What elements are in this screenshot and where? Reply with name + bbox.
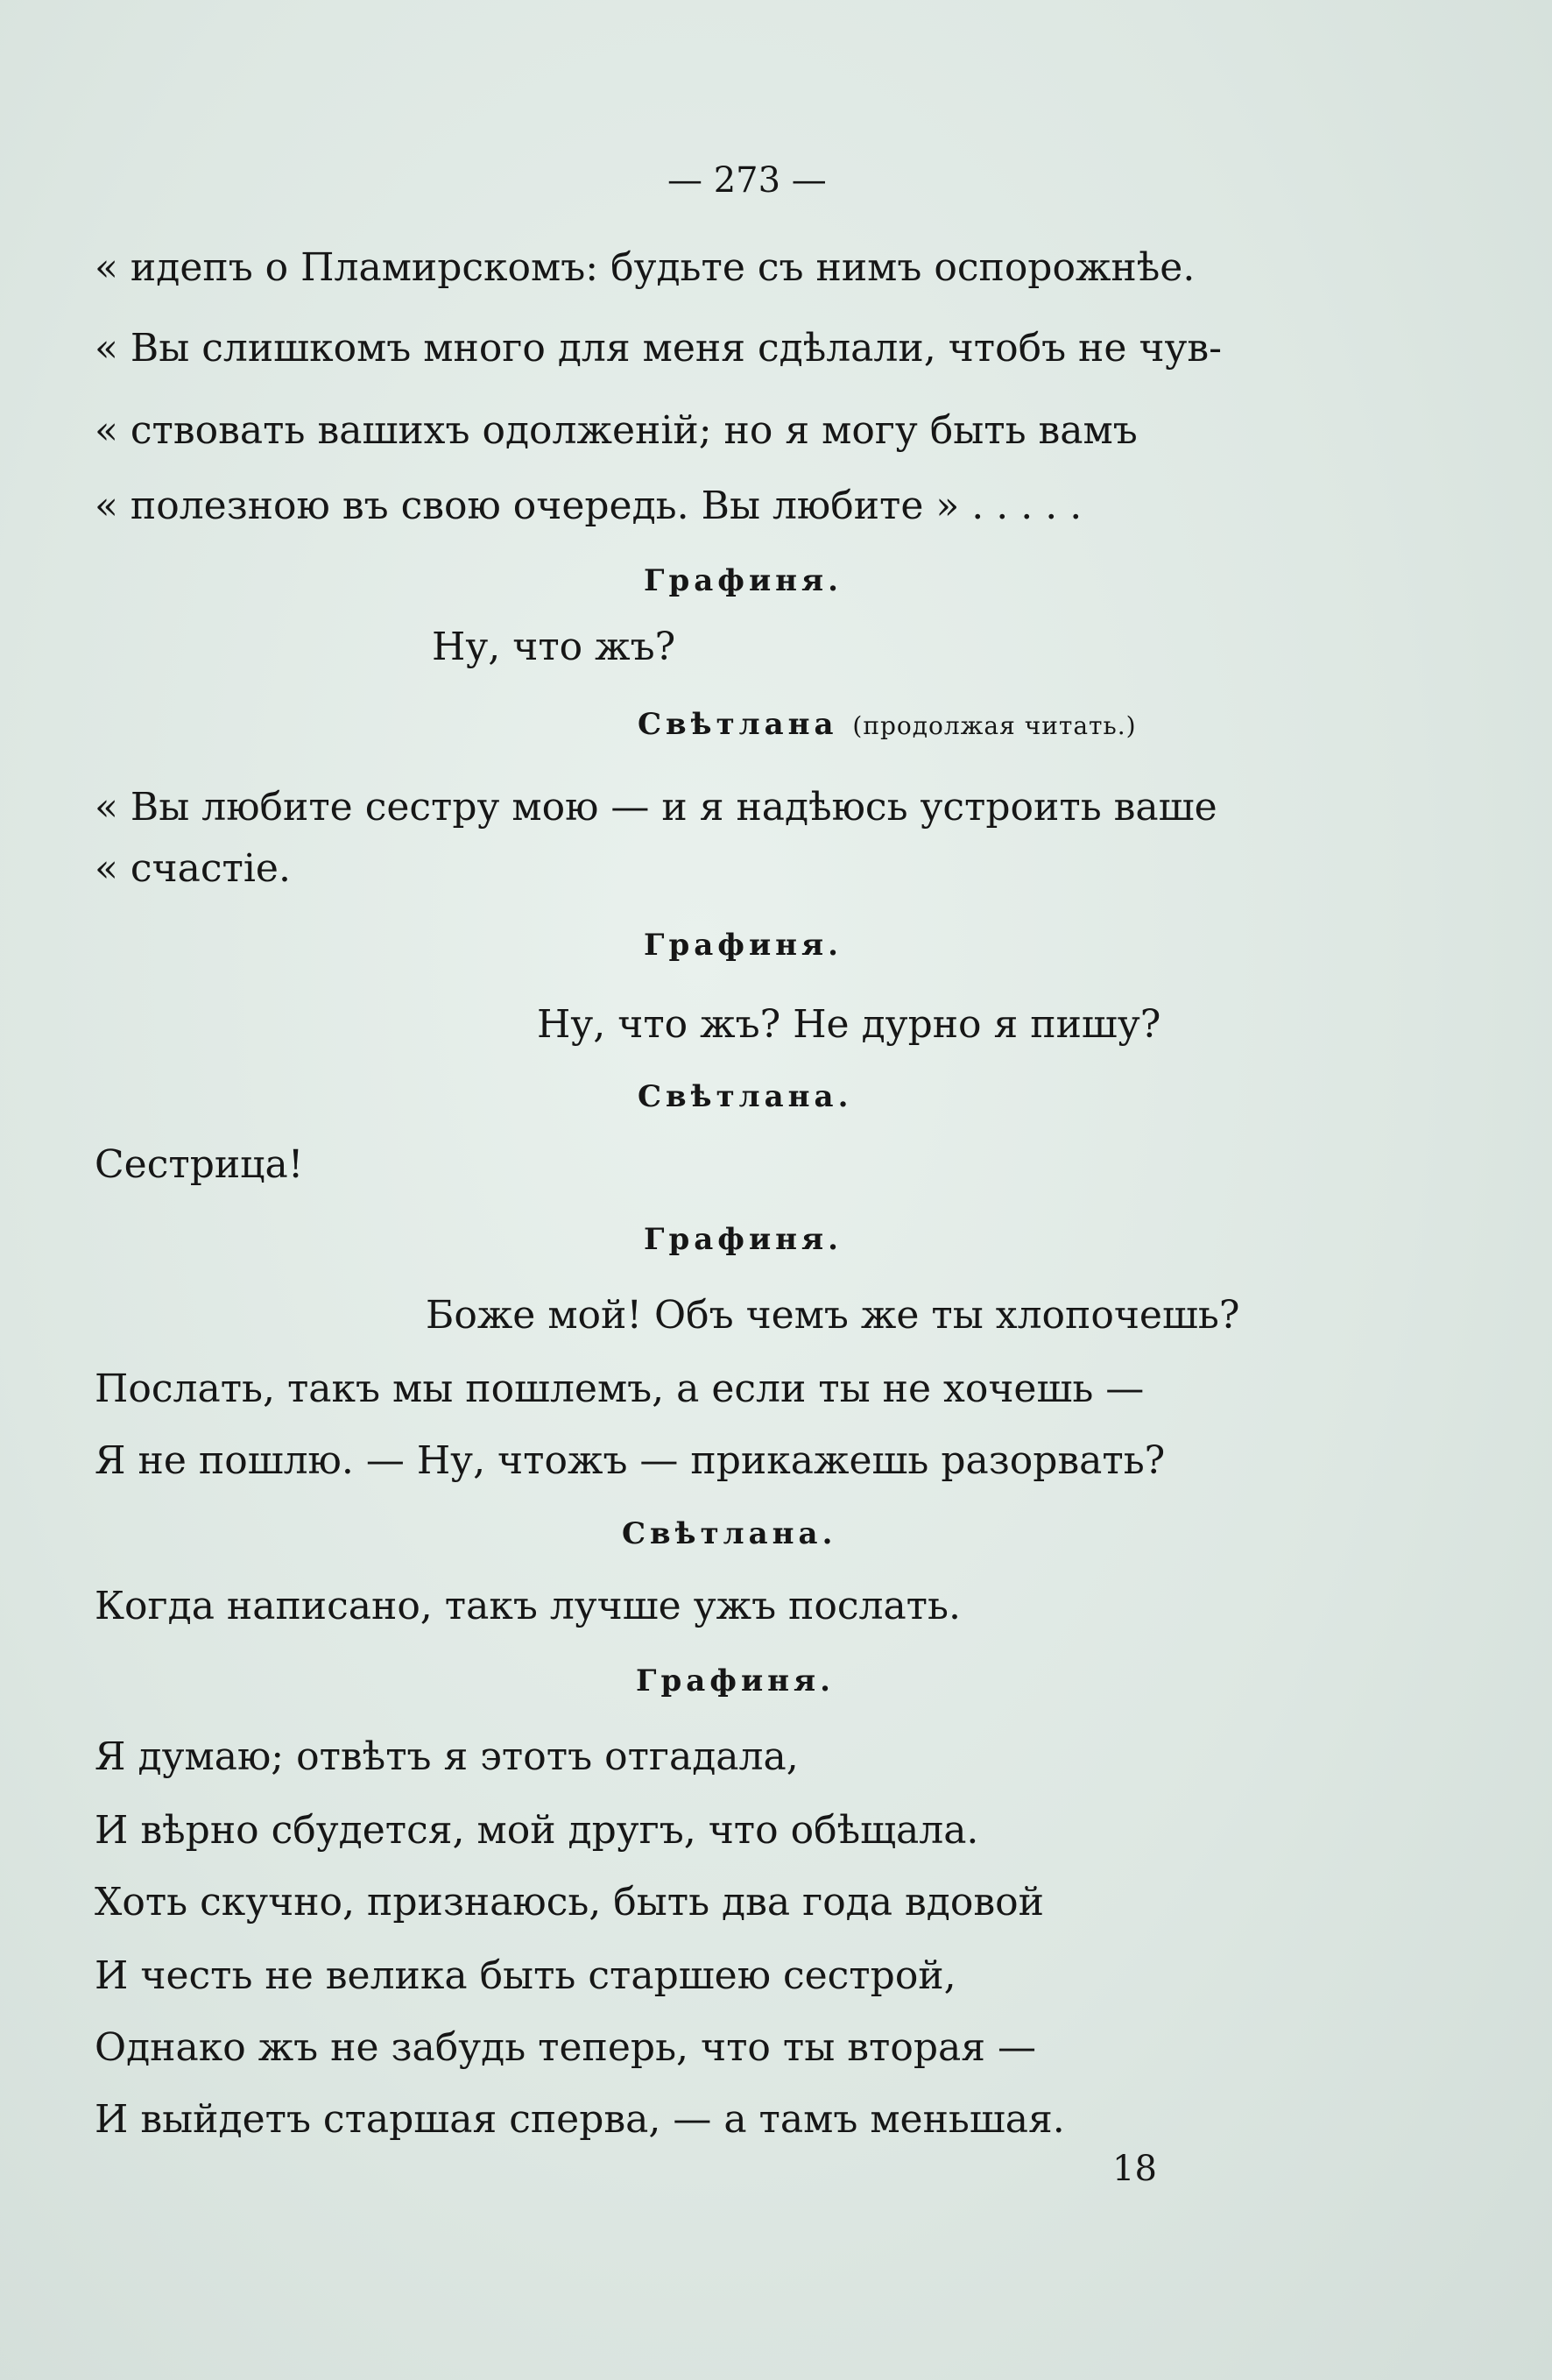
speaker-label (638, 707, 1137, 742)
speaker-label: Свѣтлана. (638, 1079, 853, 1114)
text-line: Боже мой! Объ чемъ же ты хлопочешь? (426, 1293, 1240, 1338)
text-line: И выйдетъ старшая сперва, — а тамъ меньшая. (95, 2097, 1065, 2142)
printer-signature: 18 (1112, 2149, 1157, 2189)
text-line: Ну, что жъ? Не дурно я пишу? (537, 1002, 1161, 1047)
page-number: — 273 — (667, 160, 827, 201)
speaker-label: Графиня. (644, 563, 843, 598)
text-line: Ну, что жъ? (432, 625, 676, 669)
speaker-name: Свѣтлана (638, 707, 838, 742)
text-line: « идепъ о Пламирскомъ: будьте съ нимъ оспорожнѣе. (95, 245, 1196, 290)
speaker-label: Свѣтлана. (622, 1516, 837, 1551)
speaker-label: Графиня. (636, 1663, 835, 1698)
text-line: Послать, такъ мы пошлемъ, а если ты не хочешь — (95, 1367, 1145, 1411)
text-line: Однако жъ не забудь теперь, что ты вторая — (95, 2025, 1036, 2070)
text-line: « полезною въ свою очередь. Вы любите » . . . . . (95, 484, 1083, 528)
text-line: И вѣрно сбудется, мой другъ, что обѣщала. (95, 1808, 979, 1853)
text-line: Я думаю; отвѣтъ я этотъ отгадала, (95, 1734, 799, 1779)
speaker-label: Графиня. (644, 928, 843, 963)
text-line: « ствовать вашихъ одолженій; но я могу быть вамъ (95, 408, 1138, 453)
text-line: « Вы любите сестру мою — и я надѣюсь устроить ваше (95, 785, 1217, 830)
text-line: И честь не велика быть старшею сестрой, (95, 1953, 956, 1998)
text-line: « Вы слишкомъ много для меня сдѣлали, чтобъ не чув- (95, 326, 1223, 371)
stage-direction: (продолжая читать.) (852, 711, 1137, 740)
text-line: « счастіе. (95, 846, 291, 891)
text-line: Сестрица! (95, 1142, 304, 1187)
text-line: Когда написано, такъ лучше ужъ послать. (95, 1584, 961, 1628)
text-line: Я не пошлю. — Ну, чтожъ — прикажешь разорвать? (95, 1438, 1166, 1483)
speaker-label: Графиня. (644, 1222, 843, 1257)
text-line: Хоть скучно, признаюсь, быть два года вдовой (95, 1880, 1044, 1924)
